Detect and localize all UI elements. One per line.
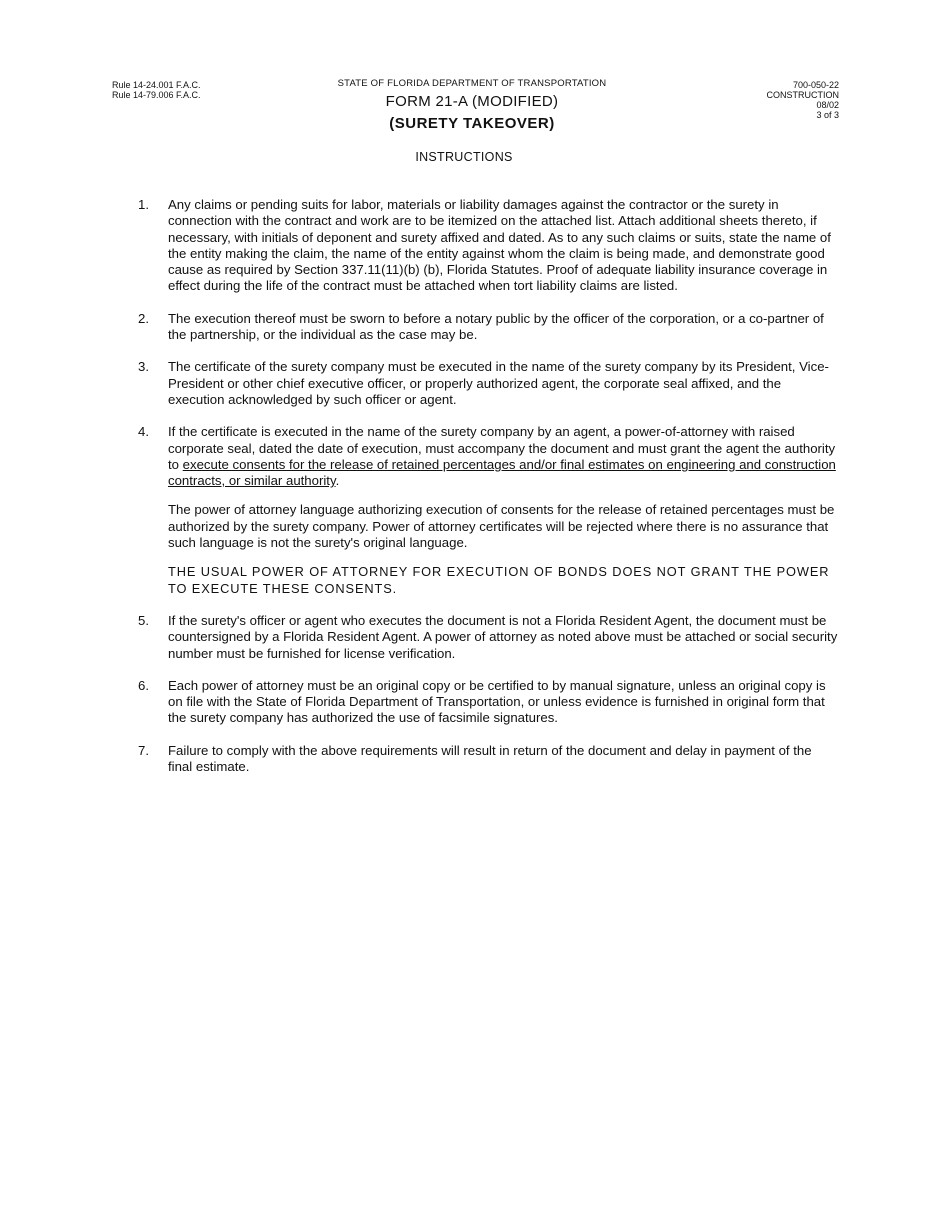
item-text: Each power of attorney must be an original copy or be certified to by manual signature, unless an original copy is on file with the State of Florida Department of Transportation, or unless evidence is furnished in original form that the surety company has authorized the use of facsimile signatures. [168,677,826,726]
form-number: 700-050-22 [792,80,839,90]
item-number: 1. [138,197,149,212]
page-number: 3 of 3 [816,110,839,120]
rule-reference-1: Rule 14-24.001 F.A.C. [112,80,201,90]
rule-reference-2: Rule 14-79.006 F.A.C. [112,90,201,100]
item-text-tail: . [335,473,340,489]
item-text: Failure to comply with the above requirements will result in return of the document and delay in payment of the final estimate. [168,742,812,775]
form-subtitle: (SURETY TAKEOVER) [389,115,555,132]
instruction-item-1 [138,197,838,295]
item-number: 4. [138,424,149,440]
item-text: The execution thereof must be sworn to before a notary public by the officer of the corporation, or a co-partner of the partnership, or the individual as the case may be. [168,310,824,343]
instruction-item-4 [138,424,838,597]
item-text: Any claims or pending suits for labor, materials or liability damages against the contractor or the surety in connection with the contract and work are to be itemized on the attached list. Attach additional sheets thereto, if necessary, with initials of deponent and surety affixed and dated. As to any such claims or suits, state the name of the entity making the claim, the name of the entity against whom the claim is being made, and demonstrate good cause as required by Section 337.11(11)(b) (b), Florida Statutes. Proof of adequate liability insurance coverage in effect during the life of the contract must be attached when tort liability claims are listed. [168,197,831,294]
instruction-item-6 [138,678,838,727]
instructions-heading: INSTRUCTIONS [415,150,513,164]
instruction-item-5 [138,613,838,662]
instruction-item-7 [138,743,838,776]
form-revision: 08/02 [816,100,839,110]
instructions-list [138,197,838,775]
item-number: 5. [138,612,149,628]
item-text: If the surety's officer or agent who executes the document is not a Florida Resident Agent, the document must be countersigned by a Florida Resident Agent. A power of attorney as noted above must be attached or social security number must be furnished for license verification. [168,612,838,661]
underlined-authority-text: execute consents for the release of retained percentages and/or final estimates on engineering and construction contracts, or similar authority [168,456,836,489]
agency-name: STATE OF FLORIDA DEPARTMENT OF TRANSPORTATION [337,78,607,89]
item-text-paragraph-2: The power of attorney language authorizing execution of consents for the release of retained percentages must be authorized by the surety company. Power of attorney certificates will be rejected where there is no assurance that such language is not the surety's original language. [168,502,835,551]
item-text-lead: If the certificate is executed in the name of the surety company by an agent, a power-of-attorney with raised corporate seal, dated the date of execution, must accompany the document and must grant the agent the authority to [168,424,836,472]
item-text [168,424,838,489]
item-number: 6. [138,677,149,693]
form-identifier [767,80,840,120]
item-number: 7. [138,742,149,758]
form-category: CONSTRUCTION [766,90,839,100]
item-text: The certificate of the surety company must be executed in the name of the surety company by its President, Vice-President or other chief executive officer, or properly authorized agent, the corporate seal affixed, and the execution acknowledged by such officer or agent. [168,359,829,407]
item-text-warning: THE USUAL POWER OF ATTORNEY FOR EXECUTION OF BONDS DOES NOT GRANT THE POWER TO EXECUTE THESE CONSENTS. [168,564,830,596]
instruction-item-3 [138,359,838,408]
item-number: 2. [138,310,149,326]
form-title: FORM 21-A (MODIFIED) [385,93,559,110]
instruction-item-2 [138,311,838,344]
item-number: 3. [138,359,149,375]
